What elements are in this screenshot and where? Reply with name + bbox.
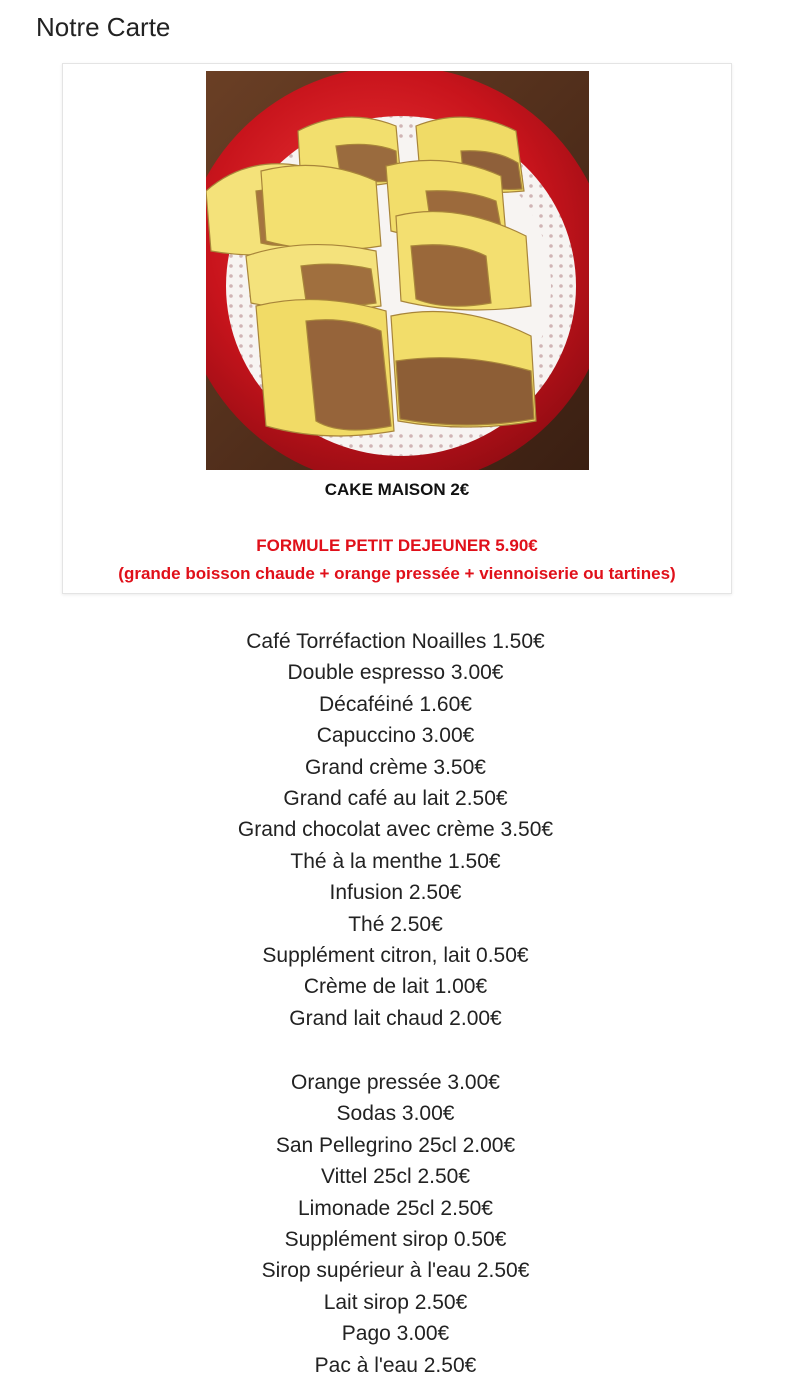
- menu-item: Grand lait chaud 2.00€: [289, 1006, 502, 1030]
- menu-item: Lait sirop 2.50€: [323, 1290, 468, 1314]
- menu-item: Supplément sirop 0.50€: [284, 1227, 507, 1251]
- menu-item: Grand café au lait 2.50€: [283, 786, 508, 810]
- menu-item: Limonade 25cl 2.50€: [298, 1196, 493, 1220]
- hot-drinks-list: [0, 626, 791, 1034]
- formula-title: FORMULE PETIT DEJEUNER 5.90€: [256, 536, 538, 555]
- menu-item: Infusion 2.50€: [329, 881, 462, 905]
- menu-item: Sirop supérieur à l'eau 2.50€: [261, 1259, 530, 1283]
- menu-item: Double espresso 3.00€: [287, 661, 504, 685]
- page-title: Notre Carte: [36, 12, 171, 42]
- menu-item: Capuccino 3.00€: [316, 724, 475, 748]
- cake-label: CAKE MAISON 2€: [324, 480, 470, 499]
- menu-item: Pago 3.00€: [341, 1322, 450, 1346]
- featured-card: [62, 63, 732, 594]
- menu-item: Orange pressée 3.00€: [291, 1071, 500, 1094]
- menu-item: Supplément citron, lait 0.50€: [262, 943, 529, 967]
- menu-item: Grand chocolat avec crème 3.50€: [237, 818, 554, 842]
- cold-drinks-list: [0, 1067, 791, 1381]
- menu-item: Thé à la menthe 1.50€: [290, 849, 501, 873]
- menu-item: Vittel 25cl 2.50€: [320, 1165, 471, 1189]
- formula-detail: (grande boisson chaude + orange pressée + viennoiserie ou tartines): [118, 564, 676, 583]
- menu-item: Grand crème 3.50€: [305, 755, 486, 779]
- menu-item: Pac à l'eau 2.50€: [314, 1353, 477, 1377]
- menu-item: San Pellegrino 25cl 2.00€: [275, 1133, 516, 1157]
- menu-item: Crème de lait 1.00€: [303, 975, 488, 999]
- cake-photo: [206, 71, 589, 470]
- menu-item: Sodas 3.00€: [336, 1102, 455, 1126]
- menu-item: Thé 2.50€: [348, 912, 443, 936]
- menu-item: Décaféiné 1.60€: [319, 692, 472, 716]
- menu-item: Café Torréfaction Noailles 1.50€: [246, 630, 545, 653]
